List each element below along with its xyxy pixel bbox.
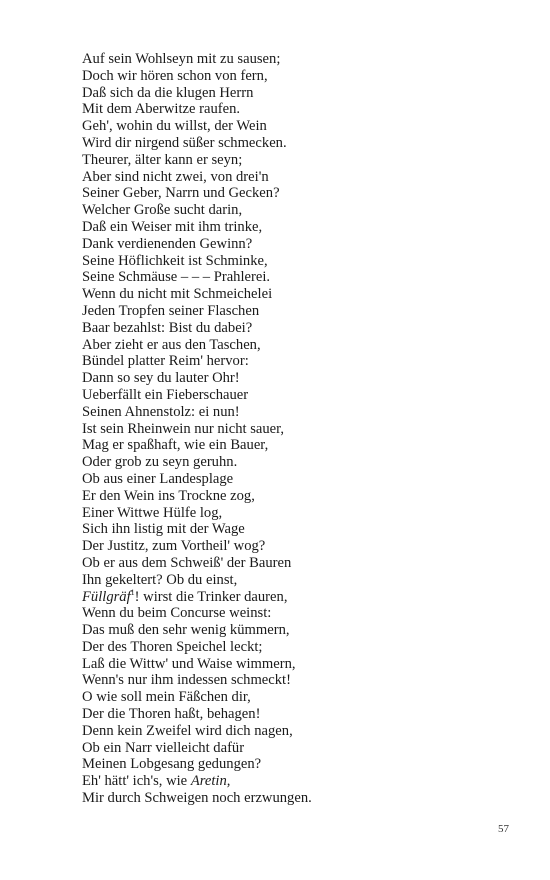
poem-line: Seine Schmäuse – – – Prahlerei. xyxy=(82,269,271,286)
poem-line: Denn kein Zweifel wird dich nagen, xyxy=(82,722,293,739)
poem-line: Daß ein Weiser mit ihm trinke, xyxy=(82,218,263,235)
poem-line: Der Justitz, zum Vortheil' wog? xyxy=(82,538,266,555)
poem-line: Auf sein Wohlseyn mit zu sausen; xyxy=(82,51,281,67)
poem-line: Ob aus einer Landesplage xyxy=(82,470,234,487)
poem-text-block xyxy=(82,51,522,807)
poem-line: Der des Thoren Speichel leckt; xyxy=(82,638,263,655)
poem-line: Ob ein Narr vielleicht dafür xyxy=(82,739,245,756)
poem-line-rest: ! wirst die Trinker dauren, xyxy=(134,588,288,605)
poem-line: Dank verdienenden Gewinn? xyxy=(82,235,253,252)
poem-line: Wenn's nur ihm indessen schmeckt! xyxy=(82,672,291,689)
poem-line: Laß die Wittw' und Waise wimmern, xyxy=(82,655,296,672)
poem-line: Daß sich da die klugen Herrn xyxy=(82,84,254,101)
poem-line: Ihn gekeltert? Ob du einst, xyxy=(82,571,238,588)
poem-line: Aber zieht er aus den Taschen, xyxy=(82,336,261,353)
page-number: 57 xyxy=(498,823,509,835)
poem-line: Das muß den sehr wenig kümmern, xyxy=(82,622,290,639)
poem-line: Baar bezahlst: Bist du dabei? xyxy=(82,319,253,336)
poem-line: O wie soll mein Fäßchen dir, xyxy=(82,689,251,706)
poem-line: Jeden Tropfen seiner Flaschen xyxy=(82,302,260,319)
poem-line: Wird dir nirgend süßer schmecken. xyxy=(82,134,287,151)
poem-line: Wenn du nicht mit Schmeichelei xyxy=(82,286,273,303)
poem-line: Sich ihn listig mit der Wage xyxy=(82,521,245,538)
poem-line: Mag er spaßhaft, wie ein Bauer, xyxy=(82,437,269,454)
poem-line: Seiner Geber, Narrn und Gecken? xyxy=(82,185,280,202)
poem-line: Seine Höflichkeit ist Schminke, xyxy=(82,252,268,269)
poem-line: Der die Thoren haßt, behagen! xyxy=(82,706,261,723)
poem-line: Welcher Große sucht darin, xyxy=(82,202,243,219)
poem-line: Doch wir hören schon von fern, xyxy=(82,67,268,84)
poem-line xyxy=(82,589,522,606)
poem-line: Meinen Lobgesang gedungen? xyxy=(82,756,262,773)
poem-line: Theurer, älter kann er seyn; xyxy=(82,151,243,168)
footnote-marker[interactable]: 1 xyxy=(130,587,135,597)
poem-line: Ob er aus dem Schweiß' der Bauren xyxy=(82,554,292,571)
poem-line: Seinen Ahnenstolz: ei nun! xyxy=(82,403,240,420)
poem-line: Mir durch Schweigen noch erzwungen. xyxy=(82,790,312,807)
poem-line: Er den Wein ins Trockne zog, xyxy=(82,487,255,504)
poem-line: Geh', wohin du willst, der Wein xyxy=(82,118,267,135)
poem-line: Ueberfällt ein Fieberschauer xyxy=(82,386,249,403)
poem-line xyxy=(82,773,522,790)
poem-line: Einer Wittwe Hülfe log, xyxy=(82,504,223,521)
poem-line: Ist sein Rheinwein nur nicht sauer, xyxy=(82,420,285,437)
poem-line: Dann so sey du lauter Ohr! xyxy=(82,370,240,387)
poem-line: Mit dem Aberwitze raufen. xyxy=(82,101,241,118)
poem-line-start: Eh' hätt' ich's, wie xyxy=(82,773,191,790)
poem-line: Aber sind nicht zwei, von drei'n xyxy=(82,168,269,185)
poem-line: Bündel platter Reim' hervor: xyxy=(82,353,249,370)
name-aretin: Aretin, xyxy=(190,773,231,790)
name-fuellgraef: Füllgräf xyxy=(82,588,131,605)
poem-line: Wenn du beim Concurse weinst: xyxy=(82,605,272,622)
poem-line: Oder grob zu seyn geruhn. xyxy=(82,454,238,471)
